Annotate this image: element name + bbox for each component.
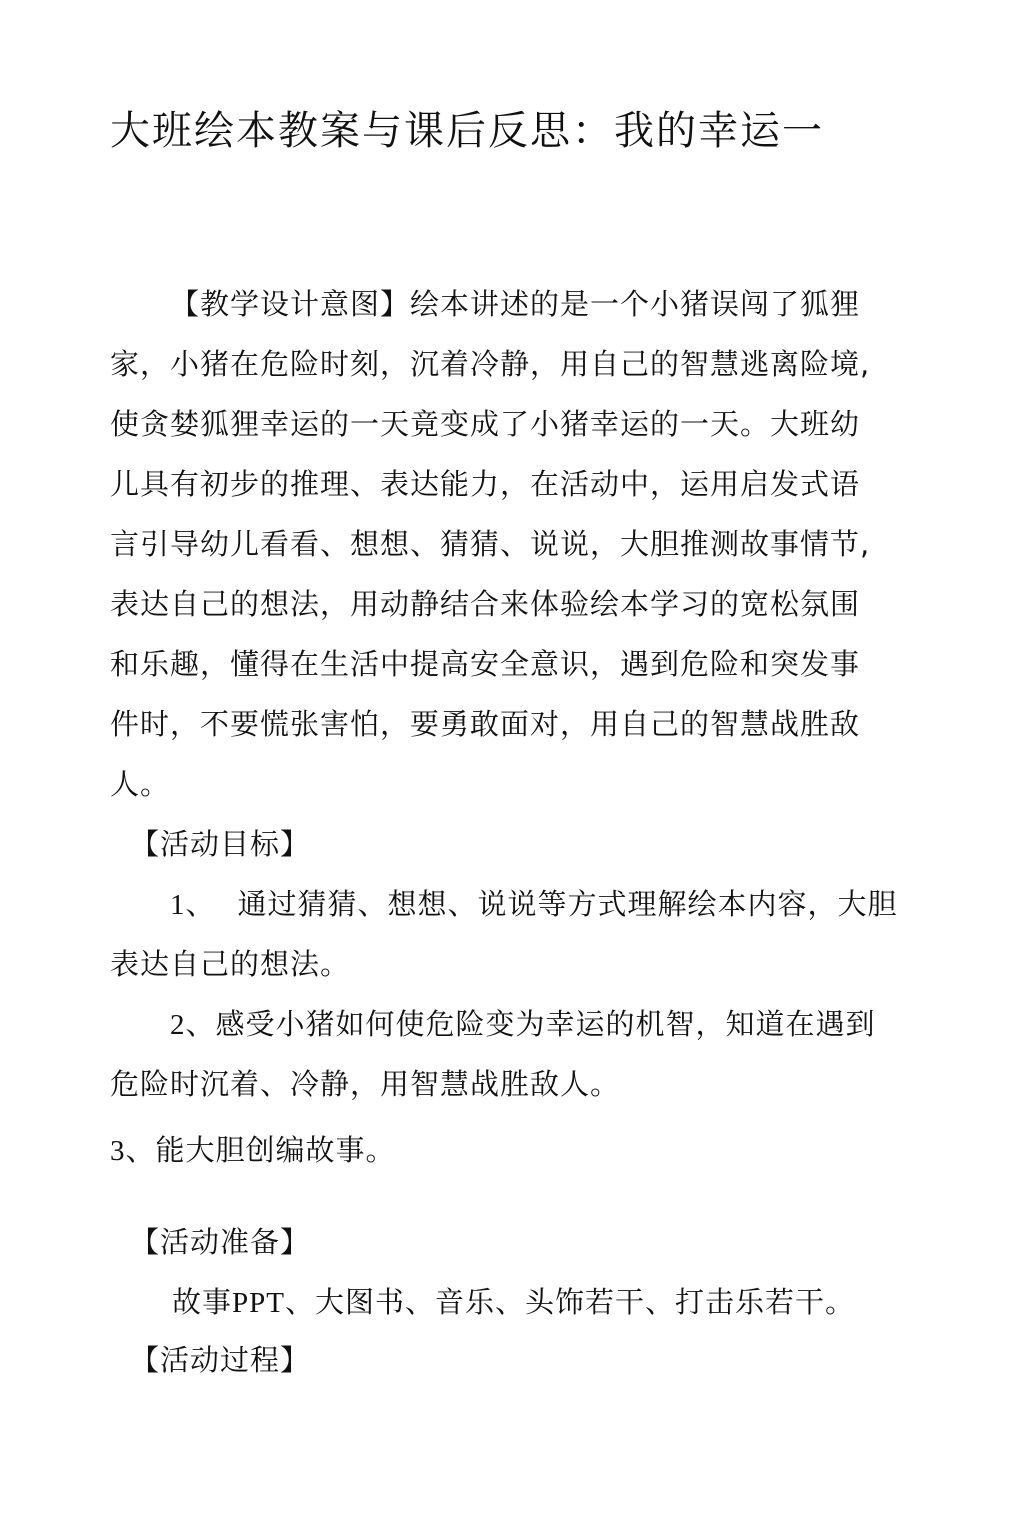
goal-3-number: 3 xyxy=(110,1135,126,1167)
goal-1-first-line xyxy=(170,884,898,925)
process-heading: 【活动过程】 xyxy=(130,1343,311,1377)
intro-line-2: 家，小猪在危险时刻，沉着冷静，用自己的智慧逃离险境, xyxy=(110,347,871,381)
goal-2-number: 2 xyxy=(170,1009,186,1041)
intro-line-3: 使贪婪狐狸幸运的一天竟变成了小猪幸运的一天。大班幼 xyxy=(110,407,861,441)
intro-line-5: 言引导幼儿看看、想想、猜猜、说说，大胆推测故事情节, xyxy=(110,527,871,561)
intro-line-6: 表达自己的想法，用动静结合来体验绘本学习的宽松氛围 xyxy=(110,587,861,621)
goal-1-second-line: 表达自己的想法。 xyxy=(110,947,351,981)
prep-text-ppt: PPT xyxy=(232,1287,285,1319)
prep-heading: 【活动准备】 xyxy=(130,1225,311,1259)
intro-line-9: 人。 xyxy=(110,767,171,801)
goal-1-text: 通过猜猜、想想、说说等方式理解绘本内容，大胆 xyxy=(237,887,898,921)
goal-1-number: 1、 xyxy=(170,889,216,921)
document-title: 大班绘本教案与课后反思：我的幸运一 xyxy=(110,108,824,154)
goals-heading: 【活动目标】 xyxy=(130,827,311,861)
goal-2-text: 、感受小猪如何使危险变为幸运的机智，知道在遇到 xyxy=(185,1007,876,1041)
prep-text xyxy=(172,1282,855,1323)
goal-2-second-line: 危险时沉着、冷静，用智慧战胜敌人。 xyxy=(110,1067,621,1101)
goal-2-first-line xyxy=(170,1004,876,1045)
intro-line-8: 件时，不要慌张害怕，要勇敢面对，用自己的智慧战胜敌 xyxy=(110,707,861,741)
goal-3-text: 、能大胆创编故事。 xyxy=(125,1133,396,1167)
prep-text-pre: 故事 xyxy=(172,1285,233,1319)
prep-text-post: 、大图书、音乐、头饰若干、打击乐若干。 xyxy=(285,1285,856,1319)
goal-3-line xyxy=(110,1130,396,1171)
intro-line-4: 儿具有初步的推理、表达能力，在活动中，运用启发式语 xyxy=(110,467,861,501)
intro-line-7: 和乐趣，懂得在生活中提高安全意识，遇到危险和突发事 xyxy=(110,647,861,681)
intro-line-1: 【教学设计意图】绘本讲述的是一个小猪误闯了狐狸 xyxy=(170,287,861,321)
